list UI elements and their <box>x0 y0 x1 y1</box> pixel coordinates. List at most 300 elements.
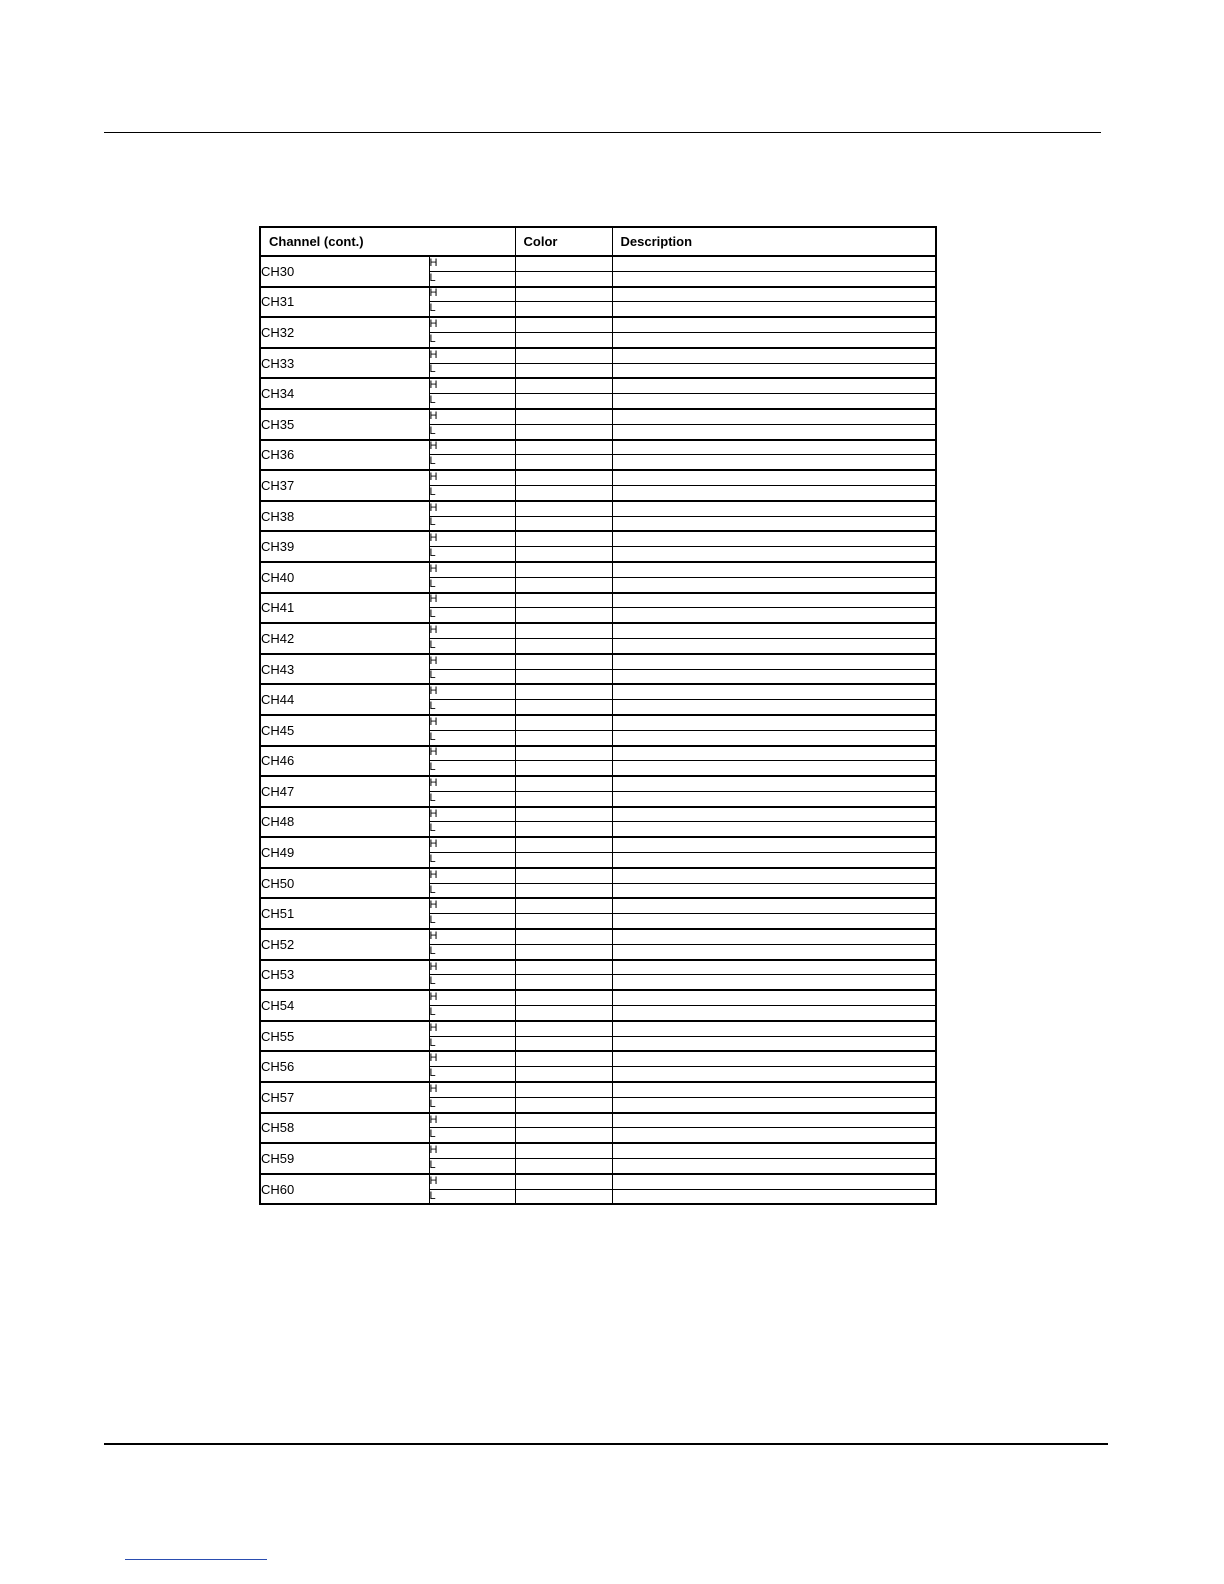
description-cell-low <box>612 791 936 806</box>
low-label <box>429 455 515 470</box>
low-label <box>429 853 515 868</box>
description-cell-high <box>612 1051 936 1066</box>
low-label <box>429 271 515 286</box>
low-label <box>429 424 515 439</box>
high-label <box>429 409 515 424</box>
color-cell-high <box>515 623 612 638</box>
color-cell-low <box>515 485 612 500</box>
channel-name: CH34 <box>260 378 429 409</box>
description-cell-high <box>612 776 936 791</box>
low-label-text: L <box>429 271 436 284</box>
low-label <box>429 1097 515 1112</box>
low-label-text: L <box>429 1005 436 1018</box>
high-label-text: H <box>429 746 438 759</box>
description-cell-low <box>612 455 936 470</box>
channel-name: CH43 <box>260 654 429 685</box>
low-label <box>429 1189 515 1204</box>
high-label-text: H <box>429 715 438 728</box>
table-row <box>260 868 936 883</box>
low-label <box>429 516 515 531</box>
high-label <box>429 287 515 302</box>
color-cell-low <box>515 1067 612 1082</box>
color-cell-high <box>515 378 612 393</box>
table-row <box>260 929 936 944</box>
color-cell-low <box>515 1189 612 1204</box>
high-label <box>429 654 515 669</box>
color-cell-low <box>515 516 612 531</box>
description-cell-low <box>612 516 936 531</box>
description-cell-high <box>612 1021 936 1036</box>
low-label <box>429 1036 515 1051</box>
color-cell-high <box>515 593 612 608</box>
color-cell-low <box>515 394 612 409</box>
channel-name: CH37 <box>260 470 429 501</box>
description-cell-high <box>612 562 936 577</box>
high-label-text: H <box>429 256 438 269</box>
color-cell-low <box>515 822 612 837</box>
description-cell-high <box>612 715 936 730</box>
low-label <box>429 577 515 592</box>
color-cell-low <box>515 944 612 959</box>
table-row <box>260 562 936 577</box>
description-cell-low <box>612 577 936 592</box>
color-cell-high <box>515 317 612 332</box>
description-cell-low <box>612 424 936 439</box>
description-cell-low <box>612 914 936 929</box>
color-cell-high <box>515 1113 612 1128</box>
color-cell-low <box>515 547 612 562</box>
high-label-text: H <box>429 991 438 1004</box>
table-row <box>260 593 936 608</box>
color-cell-high <box>515 501 612 516</box>
low-label <box>429 332 515 347</box>
color-cell-low <box>515 700 612 715</box>
high-label-text: H <box>429 287 438 300</box>
low-label-text: L <box>429 577 436 590</box>
low-label-text: L <box>429 730 436 743</box>
low-label-text: L <box>429 852 436 865</box>
table-body <box>260 256 936 1204</box>
description-cell-low <box>612 394 936 409</box>
description-cell-low <box>612 271 936 286</box>
low-label <box>429 883 515 898</box>
table-row <box>260 287 936 302</box>
low-label-text: L <box>429 944 436 957</box>
low-label-text: L <box>429 1158 436 1171</box>
description-cell-low <box>612 1189 936 1204</box>
color-cell-low <box>515 608 612 623</box>
description-cell-high <box>612 898 936 913</box>
high-label-text: H <box>429 409 438 422</box>
footer-link-underline[interactable] <box>125 1559 267 1560</box>
high-label <box>429 1143 515 1158</box>
low-label <box>429 363 515 378</box>
color-header: Color <box>515 227 612 256</box>
description-cell-low <box>612 1006 936 1021</box>
color-cell-low <box>515 455 612 470</box>
high-label <box>429 776 515 791</box>
low-label-text: L <box>429 914 436 927</box>
low-label <box>429 944 515 959</box>
low-label-text: L <box>429 424 436 437</box>
description-cell-high <box>612 1174 936 1189</box>
description-cell-low <box>612 332 936 347</box>
channel-name: CH30 <box>260 256 429 287</box>
color-cell-high <box>515 1174 612 1189</box>
table-row <box>260 990 936 1005</box>
high-label-text: H <box>429 318 438 331</box>
table-row <box>260 807 936 822</box>
color-cell-low <box>515 669 612 684</box>
header-rule <box>104 132 1101 133</box>
channel-name: CH44 <box>260 684 429 715</box>
high-label <box>429 593 515 608</box>
table-row <box>260 1174 936 1189</box>
low-label-text: L <box>429 455 436 468</box>
low-label-text: L <box>429 1036 436 1049</box>
high-label-text: H <box>429 593 438 606</box>
table-row <box>260 348 936 363</box>
high-label-text: H <box>429 960 438 973</box>
color-cell-low <box>515 761 612 776</box>
low-label-text: L <box>429 669 436 682</box>
description-cell-high <box>612 1082 936 1097</box>
color-cell-high <box>515 562 612 577</box>
low-label <box>429 394 515 409</box>
table-row <box>260 654 936 669</box>
high-label <box>429 256 515 271</box>
low-label <box>429 485 515 500</box>
color-cell-low <box>515 271 612 286</box>
description-cell-high <box>612 531 936 546</box>
table-row <box>260 317 936 332</box>
description-cell-low <box>612 1067 936 1082</box>
description-cell-low <box>612 1036 936 1051</box>
description-cell-low <box>612 700 936 715</box>
description-cell-high <box>612 317 936 332</box>
high-label <box>429 531 515 546</box>
color-cell-high <box>515 1082 612 1097</box>
high-label-text: H <box>429 1174 438 1187</box>
color-cell-high <box>515 746 612 761</box>
table-row <box>260 440 936 455</box>
high-label-text: H <box>429 1082 438 1095</box>
high-label <box>429 348 515 363</box>
low-label-text: L <box>429 638 436 651</box>
high-label <box>429 1174 515 1189</box>
table-row <box>260 409 936 424</box>
table-row <box>260 684 936 699</box>
low-label <box>429 914 515 929</box>
color-cell-low <box>515 730 612 745</box>
description-cell-high <box>612 1143 936 1158</box>
high-label <box>429 990 515 1005</box>
description-cell-high <box>612 378 936 393</box>
high-label-text: H <box>429 348 438 361</box>
high-label-text: H <box>429 471 438 484</box>
low-label-text: L <box>429 700 436 712</box>
description-cell-high <box>612 440 936 455</box>
description-cell-low <box>612 302 936 317</box>
high-label-text: H <box>429 1021 438 1034</box>
description-cell-low <box>612 608 936 623</box>
high-label-text: H <box>429 1052 438 1065</box>
description-cell-high <box>612 501 936 516</box>
channel-name: CH40 <box>260 562 429 593</box>
high-label <box>429 562 515 577</box>
description-cell-low <box>612 944 936 959</box>
description-cell-low <box>612 363 936 378</box>
channel-header: Channel (cont.) <box>260 227 515 256</box>
table-row <box>260 898 936 913</box>
color-cell-high <box>515 990 612 1005</box>
channel-name: CH32 <box>260 317 429 348</box>
table-row <box>260 746 936 761</box>
high-label <box>429 378 515 393</box>
channel-name: CH51 <box>260 898 429 929</box>
color-cell-high <box>515 348 612 363</box>
high-label <box>429 1082 515 1097</box>
channel-name: CH36 <box>260 440 429 471</box>
description-cell-high <box>612 684 936 699</box>
color-cell-low <box>515 638 612 653</box>
high-label <box>429 715 515 730</box>
high-label-text: H <box>429 501 438 514</box>
low-label <box>429 1067 515 1082</box>
high-label <box>429 807 515 822</box>
high-label-text: H <box>429 685 438 698</box>
channel-name: CH53 <box>260 960 429 991</box>
description-cell-high <box>612 1113 936 1128</box>
low-label-text: L <box>429 302 436 315</box>
description-cell-high <box>612 623 936 638</box>
channel-name: CH38 <box>260 501 429 532</box>
channel-name: CH59 <box>260 1143 429 1174</box>
low-label <box>429 822 515 837</box>
low-label-text: L <box>429 1067 436 1080</box>
table-row <box>260 378 936 393</box>
high-label-text: H <box>429 532 438 545</box>
low-label-text: L <box>429 791 436 804</box>
low-label-text: L <box>429 608 436 621</box>
table-row <box>260 715 936 730</box>
high-label-text: H <box>429 1113 438 1126</box>
table-row <box>260 1021 936 1036</box>
low-label-text: L <box>429 1097 436 1110</box>
channel-name: CH49 <box>260 837 429 868</box>
high-label <box>429 1051 515 1066</box>
description-cell-high <box>612 807 936 822</box>
color-cell-low <box>515 883 612 898</box>
description-cell-low <box>612 822 936 837</box>
color-cell-high <box>515 898 612 913</box>
channel-name: CH45 <box>260 715 429 746</box>
description-cell-low <box>612 730 936 745</box>
channel-name: CH56 <box>260 1051 429 1082</box>
description-cell-high <box>612 868 936 883</box>
description-cell-high <box>612 287 936 302</box>
low-label-text: L <box>429 822 436 835</box>
table-row <box>260 501 936 516</box>
description-cell-low <box>612 547 936 562</box>
color-cell-low <box>515 424 612 439</box>
channel-name: CH54 <box>260 990 429 1021</box>
low-label <box>429 1128 515 1143</box>
color-cell-low <box>515 332 612 347</box>
color-cell-high <box>515 1021 612 1036</box>
high-label <box>429 960 515 975</box>
high-label-text: H <box>429 440 438 453</box>
channel-name: CH50 <box>260 868 429 899</box>
description-cell-low <box>612 853 936 868</box>
low-label-text: L <box>429 516 436 529</box>
table-row <box>260 1051 936 1066</box>
color-cell-low <box>515 1036 612 1051</box>
description-cell-low <box>612 1159 936 1174</box>
color-cell-high <box>515 470 612 485</box>
high-label <box>429 1021 515 1036</box>
color-cell-low <box>515 975 612 990</box>
channel-name: CH39 <box>260 531 429 562</box>
low-label <box>429 975 515 990</box>
high-label-text: H <box>429 562 438 575</box>
description-cell-low <box>612 761 936 776</box>
high-label <box>429 623 515 638</box>
color-cell-high <box>515 960 612 975</box>
color-cell-high <box>515 1051 612 1066</box>
description-cell-low <box>612 975 936 990</box>
channel-name: CH41 <box>260 593 429 624</box>
channel-name: CH48 <box>260 807 429 838</box>
color-cell-high <box>515 256 612 271</box>
low-label-text: L <box>429 883 436 896</box>
table-row <box>260 1113 936 1128</box>
high-label-text: H <box>429 868 438 881</box>
high-label-text: H <box>429 807 438 820</box>
color-cell-low <box>515 1097 612 1112</box>
color-cell-low <box>515 914 612 929</box>
color-cell-high <box>515 654 612 669</box>
channel-name: CH46 <box>260 746 429 777</box>
color-cell-low <box>515 853 612 868</box>
low-label <box>429 1006 515 1021</box>
footer-rule <box>104 1443 1108 1445</box>
low-label-text: L <box>429 1128 436 1141</box>
high-label-text: H <box>429 654 438 667</box>
low-label <box>429 302 515 317</box>
channel-name: CH57 <box>260 1082 429 1113</box>
high-label <box>429 837 515 852</box>
color-cell-high <box>515 807 612 822</box>
description-cell-high <box>612 929 936 944</box>
high-label <box>429 929 515 944</box>
table-row <box>260 1143 936 1158</box>
channel-name: CH42 <box>260 623 429 654</box>
description-header: Description <box>612 227 936 256</box>
table-row <box>260 256 936 271</box>
color-cell-high <box>515 868 612 883</box>
low-label-text: L <box>429 485 436 498</box>
table-row <box>260 776 936 791</box>
color-cell-high <box>515 929 612 944</box>
low-label <box>429 700 515 715</box>
high-label-text: H <box>429 929 438 942</box>
table-row <box>260 1082 936 1097</box>
description-cell-high <box>612 654 936 669</box>
high-label <box>429 440 515 455</box>
high-label-text: H <box>429 899 438 912</box>
description-cell-high <box>612 409 936 424</box>
high-label <box>429 868 515 883</box>
low-label <box>429 669 515 684</box>
channel-name: CH31 <box>260 287 429 318</box>
high-label <box>429 501 515 516</box>
channel-name: CH47 <box>260 776 429 807</box>
high-label-text: H <box>429 379 438 392</box>
low-label-text: L <box>429 394 436 407</box>
table-row <box>260 623 936 638</box>
low-label <box>429 1159 515 1174</box>
channel-name: CH33 <box>260 348 429 379</box>
high-label <box>429 317 515 332</box>
color-cell-high <box>515 409 612 424</box>
low-label-text: L <box>429 363 436 376</box>
high-label <box>429 898 515 913</box>
description-cell-low <box>612 883 936 898</box>
low-label-text: L <box>429 332 436 345</box>
color-cell-high <box>515 1143 612 1158</box>
description-cell-high <box>612 348 936 363</box>
low-label <box>429 638 515 653</box>
low-label <box>429 608 515 623</box>
description-cell-high <box>612 837 936 852</box>
description-cell-low <box>612 638 936 653</box>
low-label <box>429 547 515 562</box>
high-label-text: H <box>429 1144 438 1157</box>
low-label-text: L <box>429 761 436 774</box>
high-label <box>429 470 515 485</box>
color-cell-high <box>515 837 612 852</box>
channel-name: CH52 <box>260 929 429 960</box>
channel-name: CH60 <box>260 1174 429 1205</box>
channel-name: CH58 <box>260 1113 429 1144</box>
table-row <box>260 837 936 852</box>
low-label-text: L <box>429 547 436 560</box>
color-cell-high <box>515 531 612 546</box>
table-row <box>260 531 936 546</box>
description-cell-high <box>612 593 936 608</box>
high-label-text: H <box>429 624 438 637</box>
color-cell-low <box>515 577 612 592</box>
high-label-text: H <box>429 838 438 851</box>
low-label <box>429 791 515 806</box>
color-cell-high <box>515 440 612 455</box>
low-label <box>429 730 515 745</box>
low-label-text: L <box>429 975 436 988</box>
color-cell-low <box>515 363 612 378</box>
color-cell-high <box>515 287 612 302</box>
description-cell-high <box>612 470 936 485</box>
low-label-text: L <box>429 1189 436 1202</box>
color-cell-low <box>515 1128 612 1143</box>
color-cell-high <box>515 684 612 699</box>
description-cell-low <box>612 669 936 684</box>
low-label <box>429 761 515 776</box>
channel-table <box>259 226 937 1205</box>
description-cell-low <box>612 1097 936 1112</box>
description-cell-high <box>612 960 936 975</box>
color-cell-low <box>515 1006 612 1021</box>
